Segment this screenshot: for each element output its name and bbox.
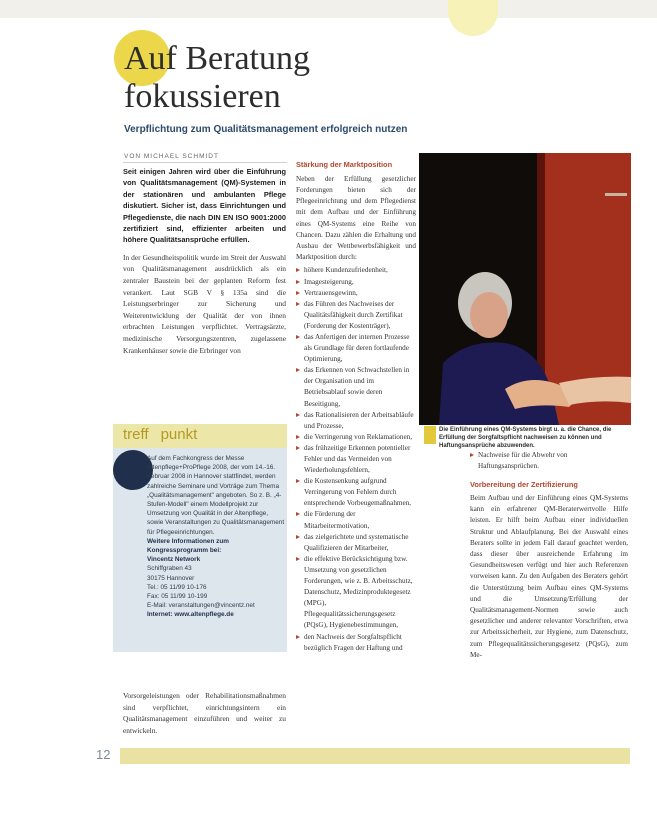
- list-item: Vertrauensgewinn,: [296, 288, 416, 299]
- scan-border: [0, 0, 657, 18]
- list-item: das zielgerichtete und systematische Qualifizieren der Mitarbeiter,: [296, 532, 416, 554]
- treffpunkt-header: [113, 424, 287, 448]
- contact-line: Vincentz Network: [147, 556, 201, 564]
- column-3: [470, 448, 628, 661]
- list-item: die Verringerung von Reklamationen,: [296, 432, 416, 443]
- bullet-list: [296, 265, 416, 653]
- photo-caption-text: Die Einführung eines QM-Systems birgt u. a. die Chance, die Erfüllung der Sorgfaltspflicht nachweisen zu können und Haftungsansprüche abzuwenden.: [439, 427, 612, 449]
- photo-caption: [424, 426, 632, 450]
- body-paragraph: In der Gesundheitspolitik wurde im Streit der Auswahl von Qualitätsmanagement ausdrücklich als ein zentraler Baustein bei der geplanten Reform fest verankert. Laut SGB V § 135a sind die Leistungserbringer zur Sicherung und Weiterentwicklung der Qualität der von ihnen erbrachten Leistungen verpflichtet. Vertragsärzte, medizinische Versorgungszentren, zugelassene Krankenhäuser sowie die Erbringer von: [123, 252, 286, 355]
- decorative-yellow-shape: [448, 0, 498, 36]
- author-byline: VON MICHAEL SCHMIDT: [124, 153, 219, 160]
- photo-face: [470, 292, 508, 338]
- body-paragraph-bottom: Vorsorgeleistungen oder Rehabilitationsmaßnahmen sind verpflichtet, einrichtungsintern ein Qualitätsmanagement einzuführen und weiter zu entwickeln.: [123, 691, 286, 735]
- treffpunkt-label-b: punkt: [160, 426, 198, 443]
- treffpunkt-contact-lines: [147, 555, 285, 619]
- list-item: das Rationalisieren der Arbeitsabläufe und Prozesse,: [296, 410, 416, 432]
- article-subtitle: Verpflichtung zum Qualitätsmanagement erfolgreich nutzen: [124, 124, 408, 135]
- section-heading-marktposition: Stärkung der Marktposition: [296, 160, 393, 169]
- section-body: Beim Aufbau und der Einführung eines QM-Systems kann ein erfahrener QM-Beraterwertvolle Hilfe leisten. Er hilft beim Aufbau einer individuellen Struktur und Ablaufplanung. Bei der Auswahl eines Beraters sollte in jedem Fall darauf geachtet werden, dass dieser über ausreichende Erfahrung im Gesundheitswesen verfügt und hier auch Referenzen vorweisen kann. Zu den Aufgaben des Beraters gehört die Unterstützung beim Aufbau eines QM-Systems und die Umsetzung/Erfüllung der Qualitätsmanagement-Normen sowie auch gesetzlicher und anderer relevanter Vorschriften, etwa zur Arbeitssicherheit, zur Hygiene, zum Datenschutz, zum Pflegequalitätssicherungsgesetz (PQsG), zum Me-: [470, 493, 628, 659]
- list-item: Imagesteigerung,: [296, 277, 416, 288]
- byline-rule: [123, 162, 287, 163]
- contact-line: Schiffgraben 43: [147, 565, 192, 573]
- treffpunkt-label: [123, 426, 197, 443]
- list-item: das frühzeitige Erkennen potentieller Fehler und das Vermeiden von Wiederholungsfehlern,: [296, 443, 416, 476]
- list-item: das Anfertigen der internen Prozesse als Grundlage für deren fortlaufende Optimierung,: [296, 332, 416, 365]
- bullet-list-continued: [470, 450, 628, 472]
- section-heading-zertifizierung: Vorbereitung der Zertifizierung: [470, 480, 578, 490]
- list-item: die effektive Berücksichtigung bzw. Umsetzung von gesetzlichen Forderungen, wie z. B. Arbeitsschutz, Datenschutz, Medizinproduktegesetz (MPG), Pflegequalitätssicherungsgesetz (PQsG), Hygienebestimmungen,: [296, 554, 416, 632]
- treffpunkt-label-a: treff: [123, 426, 149, 443]
- contact-line: E-Mail: veranstaltungen@vincentz.net: [147, 602, 255, 610]
- footer-bar: [120, 748, 630, 764]
- treffpunkt-paragraph-2: Weitere Informationen zum Kongressprogramm bei:: [147, 537, 229, 555]
- lead-paragraph: Seit einigen Jahren wird über die Einführung von Qualitätsmanagement (QM)-Systemen in der stationären und ambulanten Pflege diskutiert. Sicher ist, dass Einrichtungen und Pflegedienste, die nach DIN EN ISO 9001:2000 zertifiziert sind, effizienter arbeiten und höhere Qualitätsansprüche erfüllen.: [123, 167, 286, 245]
- list-item: das Führen des Nachweises der Qualitätsfähigkeit durch Zertifikat (Forderung der Kostenträger),: [296, 299, 416, 332]
- contact-line: Fax: 05 11/99 10-199: [147, 593, 208, 601]
- treffpunkt-text: [147, 454, 285, 620]
- article-photo: [419, 153, 631, 425]
- photo-helper-arm: [559, 377, 631, 405]
- contact-line: Internet: www.altenpflege.de: [147, 611, 234, 619]
- contact-line: Tel.: 05 11/99 10-176: [147, 583, 207, 591]
- list-item: Nachweise für die Abwehr von Haftungsansprüchen.: [470, 450, 628, 472]
- article-title: Auf Beratung fokussieren: [124, 40, 311, 115]
- photo-illustration: [419, 153, 631, 425]
- list-item: den Nachweis der Sorgfaltspflicht bezüglich Fragen der Haftung und: [296, 632, 416, 654]
- page-number: 12: [96, 747, 111, 762]
- treffpunkt-paragraph-1: Auf dem Fachkongress der Messe Altenpflege+ProPflege 2008, der vom 14.-16. Februar 2008 in Hannover stattfindet, werden zahlreiche Seminare und Vorträge zum Thema „Qualitätsmanagement" angeboten. So z. B. „4-Stufen-Modell" einem Modellprojekt zur Umsetzung von Qualität in der Altenpflege, sowie Veranstaltungen zu Qualitätsmanagement für Pflegeeinrichtungen.: [147, 455, 285, 536]
- photo-door-handle: [605, 193, 627, 196]
- list-item: die Kostensenkung aufgrund Verringerung von Fehlern durch entsprechende Vorbeugemaßnahmen,: [296, 476, 416, 509]
- list-item: höhere Kundenzufriedenheit,: [296, 265, 416, 276]
- section-intro: Neben der Erfüllung gesetzlicher Forderungen bieten sich der Pflegeeinrichtung und dem Pflegedienst mit dem Aufbau und der Einführung eines QM-Systems eine Reihe von Chancen. Dazu zählen die Erhaltung und Ausbau der Wettbewerbsfähigkeit und Marktposition durch:: [296, 174, 416, 262]
- list-item: das Erkennen von Schwachstellen in der Organisation und im Betriebsablauf sowie deren Beseitigung,: [296, 365, 416, 409]
- list-item: die Förderung der Mitarbeitermotivation,: [296, 509, 416, 531]
- treffpunkt-box: [113, 424, 287, 652]
- column-2: [296, 160, 416, 654]
- column-1: [123, 166, 286, 356]
- contact-line: 30175 Hannover: [147, 574, 195, 582]
- caption-marker: [424, 426, 436, 444]
